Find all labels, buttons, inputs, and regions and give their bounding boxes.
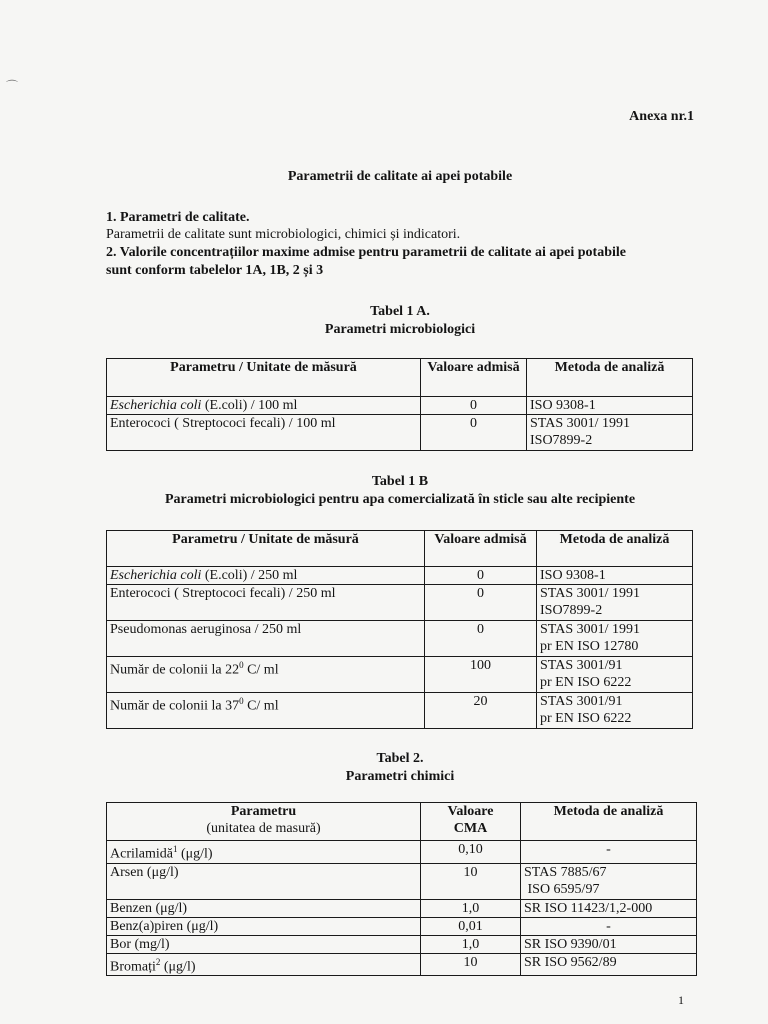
header-cell: Parametru (unitatea de masură) xyxy=(107,803,421,841)
table-row xyxy=(107,621,693,657)
method-cell: STAS 7885/67 ISO 6595/97 xyxy=(521,863,697,899)
method-cell: - xyxy=(521,917,697,935)
value-cell: 10 xyxy=(421,863,521,899)
method-cell: STAS 3001/91 pr EN ISO 6222 xyxy=(537,693,693,729)
table1b-caption: Tabel 1 B xyxy=(371,474,429,489)
method-cell: STAS 3001/ 1991 ISO7899-2 xyxy=(527,415,693,451)
value-cell: 0 xyxy=(425,567,537,585)
table-row xyxy=(107,899,697,917)
table-header-row xyxy=(107,359,693,397)
param-cell: Număr de colonii la $22^0$ C/ ml xyxy=(107,657,425,693)
header-cell: Valoare admisă xyxy=(421,359,527,397)
param-cell: Benz(a)piren (μg/l) xyxy=(107,917,421,935)
page-title: Parametrii de calitate ai apei potabile xyxy=(287,169,513,184)
param-cell: Escherichia coli (E.coli) / 250 ml xyxy=(107,567,425,585)
table-row xyxy=(107,415,693,451)
table-row xyxy=(107,841,697,864)
header-cell: Parametru / Unitate de măsură xyxy=(107,531,425,567)
param-cell: Acrilamidă$^1$ (μg/l) xyxy=(107,841,421,864)
value-cell: 0 xyxy=(425,585,537,621)
param-cell: Arsen (μg/l) xyxy=(107,863,421,899)
value-cell: 0 xyxy=(421,415,527,451)
method-cell: - xyxy=(521,841,697,864)
table1b-subcaption: Parametri microbiologici pentru apa comercializată în sticle sau alte recipiente xyxy=(164,492,636,507)
section1-heading: 1. Parametri de calitate. xyxy=(106,210,250,225)
header-cell: Metoda de analiză xyxy=(521,803,697,841)
table-row xyxy=(107,693,693,729)
method-cell: STAS 3001/ 1991 ISO7899-2 xyxy=(537,585,693,621)
param-cell: Escherichia coli (E.coli) / 100 ml xyxy=(107,397,421,415)
scan-mark: ⌒ xyxy=(6,79,19,93)
page-number: 1 xyxy=(678,993,684,1007)
table-row xyxy=(107,397,693,415)
table-header-row xyxy=(107,531,693,567)
table-row xyxy=(107,935,697,953)
value-cell: 0,01 xyxy=(421,917,521,935)
header-cell: Metoda de analiză xyxy=(537,531,693,567)
header-cell: Valoare CMA xyxy=(421,803,521,841)
param-cell: Bromați$^2$ (μg/l) xyxy=(107,953,421,976)
table2 xyxy=(106,802,697,976)
param-cell: Număr de colonii la $37^0$ C/ ml xyxy=(107,693,425,729)
annex-label: Anexa nr.1 xyxy=(629,109,694,124)
table-header-row xyxy=(107,803,697,841)
section2-line2: sunt conform tabelelor 1A, 1B, 2 și 3 xyxy=(106,263,324,278)
section2-line1: 2. Valorile concentrațiilor maxime admise pentru parametrii de calitate ai apei potabile xyxy=(106,245,626,260)
method-cell: SR ISO 9562/89 xyxy=(521,953,697,976)
param-cell: Enterococi ( Streptococi fecali) / 250 ml xyxy=(107,585,425,621)
table2-caption: Tabel 2. xyxy=(376,751,424,766)
table-row xyxy=(107,953,697,976)
method-cell: ISO 9308-1 xyxy=(537,567,693,585)
method-cell: STAS 3001/91 pr EN ISO 6222 xyxy=(537,657,693,693)
value-cell: 1,0 xyxy=(421,935,521,953)
param-cell: Benzen (μg/l) xyxy=(107,899,421,917)
param-cell: Enterococi ( Streptococi fecali) / 100 ml xyxy=(107,415,421,451)
header-cell: Valoare admisă xyxy=(425,531,537,567)
param-cell: Bor (mg/l) xyxy=(107,935,421,953)
table-row xyxy=(107,567,693,585)
table-row xyxy=(107,657,693,693)
table-row xyxy=(107,585,693,621)
table-row xyxy=(107,863,697,899)
method-cell: ISO 9308-1 xyxy=(527,397,693,415)
table-row xyxy=(107,917,697,935)
method-cell: SR ISO 9390/01 xyxy=(521,935,697,953)
table1b xyxy=(106,530,693,729)
value-cell: 0 xyxy=(421,397,527,415)
value-cell: 0,10 xyxy=(421,841,521,864)
table2-subcaption: Parametri chimici xyxy=(345,769,455,784)
table1a-caption: Tabel 1 A. xyxy=(370,304,430,319)
table1a xyxy=(106,358,693,451)
param-cell: Pseudomonas aeruginosa / 250 ml xyxy=(107,621,425,657)
table1a-subcaption: Parametri microbiologici xyxy=(324,322,476,337)
section1-text: Parametrii de calitate sunt microbiologici, chimici și indicatori. xyxy=(106,227,461,242)
value-cell: 20 xyxy=(425,693,537,729)
method-cell: SR ISO 11423/1,2-000 xyxy=(521,899,697,917)
value-cell: 100 xyxy=(425,657,537,693)
value-cell: 10 xyxy=(421,953,521,976)
method-cell: STAS 3001/ 1991 pr EN ISO 12780 xyxy=(537,621,693,657)
value-cell: 0 xyxy=(425,621,537,657)
value-cell: 1,0 xyxy=(421,899,521,917)
header-cell: Metoda de analiză xyxy=(527,359,693,397)
header-cell: Parametru / Unitate de măsură xyxy=(107,359,421,397)
